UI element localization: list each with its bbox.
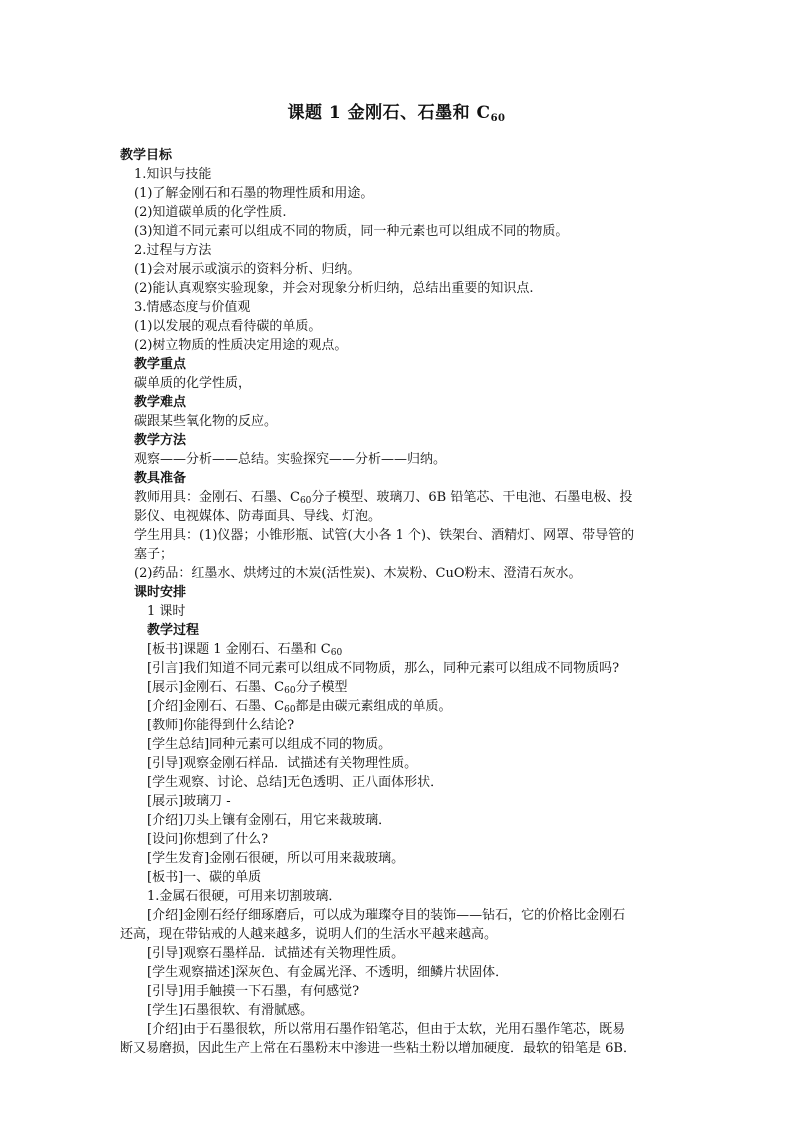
- paragraph-line: 影仪、电视媒体、防毒面具、导线、灯泡。: [134, 509, 382, 524]
- text-run: 分子模型: [295, 680, 348, 695]
- paragraph-line: [设问]你想到了什么?: [147, 832, 269, 847]
- subscript: 60: [299, 496, 312, 506]
- paragraph-line: [引导]用手触摸一下石墨，有何感觉?: [147, 984, 360, 999]
- paragraph-line: [介绍]刀头上镶有金刚石，用它来裁玻璃．: [147, 813, 392, 828]
- text-run: 教师用具：金刚石、石墨、C: [134, 490, 300, 505]
- paragraph-line: [学生发育]金刚石很硬，所以可用来裁玻璃。: [147, 851, 405, 866]
- paragraph-line: [展示]玻璃刀 -: [147, 794, 231, 809]
- paragraph-line: 还高，现在带钻戒的人越来越多，说明人们的生活水平越来越高。: [120, 927, 498, 942]
- text-run: [介绍]金刚石、石墨、C: [147, 699, 285, 714]
- text-run: [展示]金刚石、石墨、C: [147, 680, 285, 695]
- paragraph-line: 塞子；: [134, 547, 174, 562]
- paragraph-line: [介绍]金刚石经仔细琢磨后，可以成为璀璨夺目的装饰——钻石，它的价格比金刚石: [147, 908, 626, 923]
- paragraph-line: 学生用具：(1)仪器；小锥形瓶、试管(大小各 1 个)、铁架台、酒精灯、网罩、带导管的: [134, 528, 635, 543]
- paragraph-line: 观察——分析——总结。实验探究——分析——归纳。: [134, 452, 447, 467]
- paragraph-line: (2)树立物质的性质决定用途的观点。: [134, 338, 348, 353]
- paragraph-line: [120, 488, 680, 507]
- section-heading: 教学方法: [134, 433, 187, 448]
- title-subscript: 60: [490, 113, 506, 124]
- paragraph-line: 1.知识与技能: [134, 167, 212, 182]
- document-title: [0, 98, 793, 124]
- paragraph-line: (1)以发展的观点看待碳的单质。: [134, 319, 322, 334]
- section-heading: 课时安排: [134, 585, 187, 600]
- paragraph-line: 1.金属石很硬，可用来切割玻璃．: [147, 889, 342, 904]
- paragraph-line: 3.情感态度与价值观: [134, 300, 251, 315]
- paragraph-line: [学生总结]同种元素可以组成不同的物质。: [147, 737, 392, 752]
- paragraph-line: 2.过程与方法: [134, 243, 212, 258]
- text-run: 分子模型、玻璃刀、6B 铅笔芯、干电池、石墨电极、投: [311, 490, 633, 505]
- section-heading: 教学难点: [134, 395, 187, 410]
- paragraph-line: [学生]石墨很软、有滑腻感。: [147, 1003, 314, 1018]
- section-heading: 教学重点: [134, 357, 187, 372]
- text-run: 都是由碳元素组成的单质。: [295, 699, 452, 714]
- text-run: [板书]课题 1 金刚石、石墨和 C: [147, 642, 331, 657]
- paragraph-line: [120, 678, 680, 697]
- document-body: [120, 146, 680, 1058]
- paragraph-line: [介绍]由于石墨很软，所以常用石墨作铅笔芯，但由于太软，光用石墨作笔芯，既易: [147, 1022, 626, 1037]
- paragraph-line: 碳跟某些氧化物的反应。: [134, 414, 278, 429]
- paragraph-line: (1)了解金刚石和石墨的物理性质和用途。: [134, 186, 374, 201]
- subscript: 60: [284, 705, 296, 715]
- paragraph-line: [120, 640, 680, 659]
- subscript: 60: [330, 648, 343, 658]
- section-heading: 教学过程: [147, 623, 200, 638]
- paragraph-line: [教师]你能得到什么结论?: [147, 718, 295, 733]
- paragraph-line: (1)会对展示或演示的资料分析、归纳。: [134, 262, 361, 277]
- section-heading: 教具准备: [134, 471, 187, 486]
- paragraph-line: 断又易磨损，因此生产上常在石墨粉末中渗进一些粘土粉以增加硬度．最软的铅笔是 6B．: [120, 1041, 636, 1056]
- paragraph-line: 碳单质的化学性质，: [134, 376, 252, 391]
- paragraph-line: [板书]一、碳的单质: [147, 870, 262, 885]
- paragraph-line: (2)药品：红墨水、烘烤过的木炭(活性炭)、木炭粉、CuO粉末、澄清石灰水。: [134, 566, 582, 581]
- paragraph-line: 1 课时: [147, 604, 186, 619]
- paragraph-line: [引言]我们知道不同元素可以组成不同物质，那么，同种元素可以组成不同物质吗?: [147, 661, 620, 676]
- paragraph-line: [引导]观察金刚石样品．试描述有关物理性质。: [147, 756, 418, 771]
- paragraph-line: [学生观察描述]深灰色、有金属光泽、不透明，细鳞片状固体．: [147, 965, 509, 980]
- paragraph-line: (2)能认真观察实验现象，并会对现象分析归纳，总结出重要的知识点.: [134, 281, 534, 296]
- subscript: 60: [284, 686, 296, 696]
- paragraph-line: (3)知道不同元素可以组成不同的物质，同一种元素也可以组成不同的物质。: [134, 224, 569, 239]
- title-text: 课题 1 金刚石、石墨和 C: [287, 103, 491, 123]
- paragraph-line: [引导]观察石墨样品．试描述有关物理性质。: [147, 946, 405, 961]
- paragraph-line: [120, 697, 680, 716]
- paragraph-line: [学生观察、讨论、总结]无色透明、正八面体形状．: [147, 775, 444, 790]
- section-heading: 教学目标: [120, 148, 173, 163]
- paragraph-line: (2)知道碳单质的化学性质.: [134, 205, 287, 220]
